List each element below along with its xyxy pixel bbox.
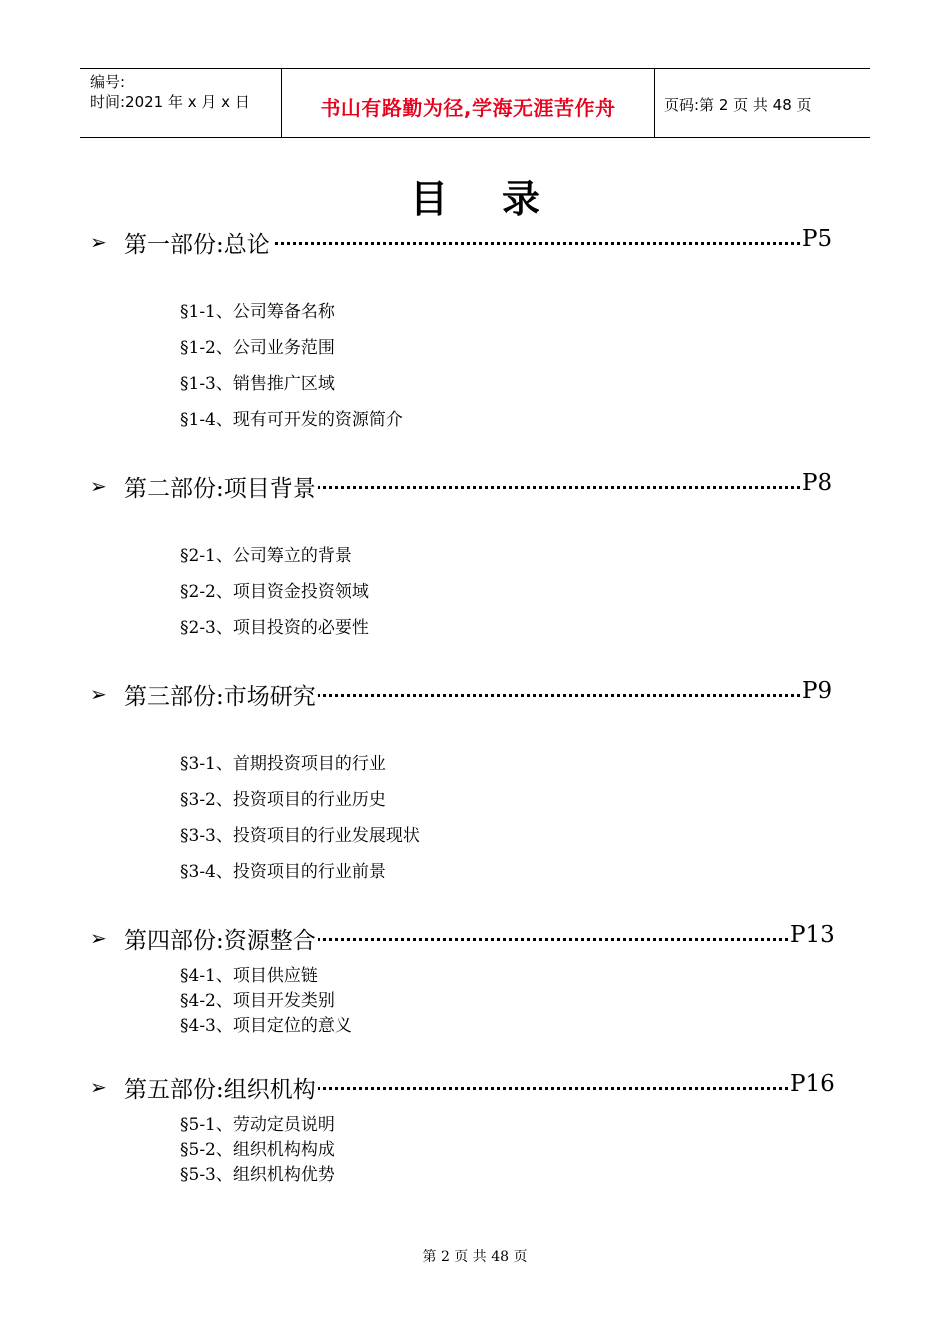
toc-item[interactable]: §1-2、公司业务范围 (180, 338, 335, 358)
toc-section-heading[interactable] (90, 470, 840, 504)
page-footer: 第 2 页 共 48 页 (422, 1249, 528, 1265)
toc-item[interactable]: §1-4、现有可开发的资源简介 (180, 410, 403, 430)
arrow-bullet-icon: ➢ (90, 1075, 107, 1099)
toc-items (180, 538, 840, 646)
toc-item[interactable]: §3-1、首期投资项目的行业 (180, 754, 386, 774)
toc-item[interactable]: §1-3、销售推广区域 (180, 374, 335, 394)
section-title: 第三部份:市场研究 (124, 678, 318, 711)
toc-section (90, 922, 840, 1039)
header-page-cell (654, 69, 870, 137)
toc-item[interactable]: §2-1、公司筹立的背景 (180, 546, 352, 566)
toc-section (90, 226, 840, 438)
section-title: 第四部份:资源整合 (124, 922, 318, 955)
toc-item[interactable]: §5-1、劳动定员说明 (180, 1115, 335, 1135)
number-label: 编号: (90, 73, 126, 91)
arrow-bullet-icon: ➢ (90, 474, 107, 498)
section-title: 第二部份:项目背景 (124, 470, 318, 503)
section-page: P16 (788, 1071, 840, 1097)
toc-section-heading[interactable] (90, 1071, 840, 1105)
toc-section (90, 678, 840, 890)
motto: 书山有路勤为径,学海无涯苦作舟 (320, 96, 616, 120)
toc-item[interactable]: §5-3、组织机构优势 (180, 1165, 335, 1185)
toc-item[interactable]: §4-1、项目供应链 (180, 966, 318, 986)
toc-items (180, 294, 840, 438)
section-page: P5 (800, 226, 840, 252)
header-info-cell (80, 69, 281, 137)
toc-item[interactable]: §4-3、项目定位的意义 (180, 1016, 352, 1036)
toc-section (90, 1071, 840, 1188)
toc-item[interactable]: §1-1、公司筹备名称 (180, 302, 335, 322)
time-label: 时间:2021 年 x 月 x 日 (90, 93, 250, 111)
toc-items (180, 1113, 840, 1188)
page-header (80, 68, 870, 138)
page-info: 页码:第 2 页 共 48 页 (664, 96, 812, 114)
section-page: P8 (800, 470, 840, 496)
toc-item[interactable]: §2-2、项目资金投资领域 (180, 582, 369, 602)
toc-items (180, 746, 840, 890)
arrow-bullet-icon: ➢ (90, 230, 107, 254)
toc-section-heading[interactable] (90, 678, 840, 712)
toc-item[interactable]: §3-4、投资项目的行业前景 (180, 862, 386, 882)
toc-section-heading[interactable] (90, 922, 840, 956)
section-page: P13 (788, 922, 840, 948)
toc-section (90, 470, 840, 646)
toc-item[interactable]: §2-3、项目投资的必要性 (180, 618, 369, 638)
toc-item[interactable]: §5-2、组织机构构成 (180, 1140, 335, 1160)
section-title: 第五部份:组织机构 (124, 1071, 318, 1104)
section-page: P9 (800, 678, 840, 704)
toc-item[interactable]: §3-2、投资项目的行业历史 (180, 790, 386, 810)
toc-item[interactable]: §3-3、投资项目的行业发展现状 (180, 826, 420, 846)
section-title: 第一部份:总论 (124, 226, 272, 259)
toc-item[interactable]: §4-2、项目开发类别 (180, 991, 335, 1011)
toc-items (180, 964, 840, 1039)
toc-section-heading[interactable] (90, 226, 840, 260)
arrow-bullet-icon: ➢ (90, 682, 107, 706)
arrow-bullet-icon: ➢ (90, 926, 107, 950)
toc-title: 目录 (409, 176, 594, 221)
header-motto-cell (281, 69, 655, 137)
